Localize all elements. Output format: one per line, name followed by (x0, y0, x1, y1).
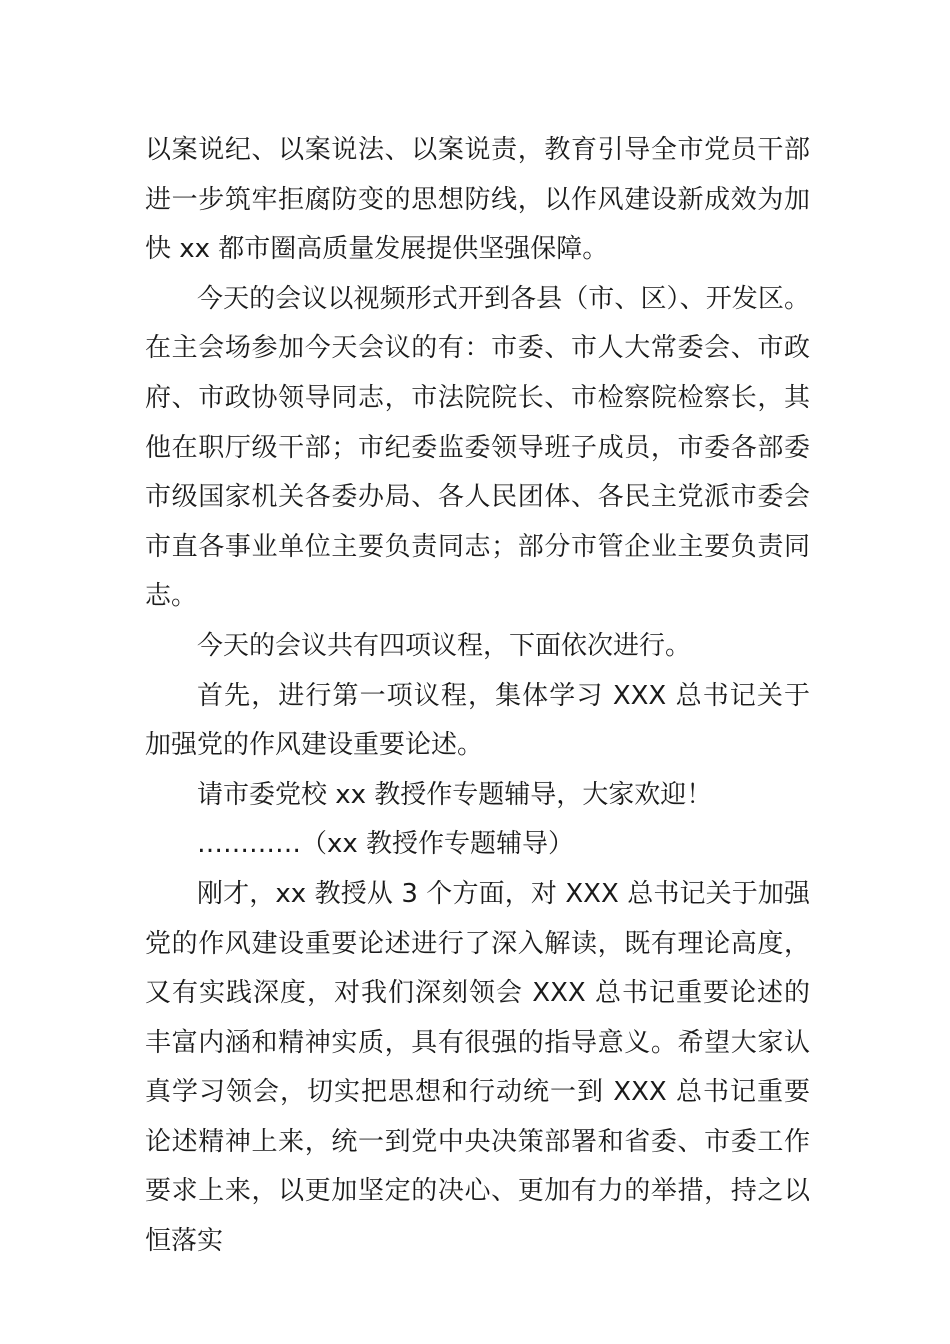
paragraph-7: 刚才，xx 教授从 3 个方面，对 XXX 总书记关于加强党的作风建设重要论述进行了深入解读，既有理论高度，又有实践深度，对我们深刻领会 XXX 总书记重要论述的丰富内涵和精神实质，具有很强的指导意义。希望大家认真学习领会，切实把思想和行动统一到 XXX 总书记重要论述精神上来，统一到党中央决策部署和省委、市委工作要求上来，以更加坚定的决心、更加有力的举措，持之以恒落实 (145, 878, 810, 1257)
document-body (145, 126, 810, 1267)
paragraph-2: 今天的会议以视频形式开到各县（市、区）、开发区。在主会场参加今天会议的有：市委、市人大常委会、市政府、市政协领导同志，市法院院长、市检察院检察长，其他在职厅级干部；市纪委监委领导班子成员，市委各部委市级国家机关各委办局、各人民团体、各民主党派市委会市直各事业单位主要负责同志；部分市管企业主要负责同志。 (145, 283, 810, 612)
paragraph-1: 以案说纪、以案说法、以案说责，教育引导全市党员干部进一步筑牢拒腐防变的思想防线，以作风建设新成效为加快 xx 都市圈高质量发展提供坚强保障。 (145, 135, 810, 265)
paragraph-5: 请市委党校 xx 教授作专题辅导，大家欢迎！ (197, 779, 713, 810)
paragraph-4: 首先，进行第一项议程，集体学习 XXX 总书记关于加强党的作风建设重要论述。 (145, 680, 810, 761)
paragraph-6: …………（xx 教授作专题辅导） (197, 829, 575, 860)
paragraph-3: 今天的会议共有四项议程，下面依次进行。 (197, 630, 692, 661)
